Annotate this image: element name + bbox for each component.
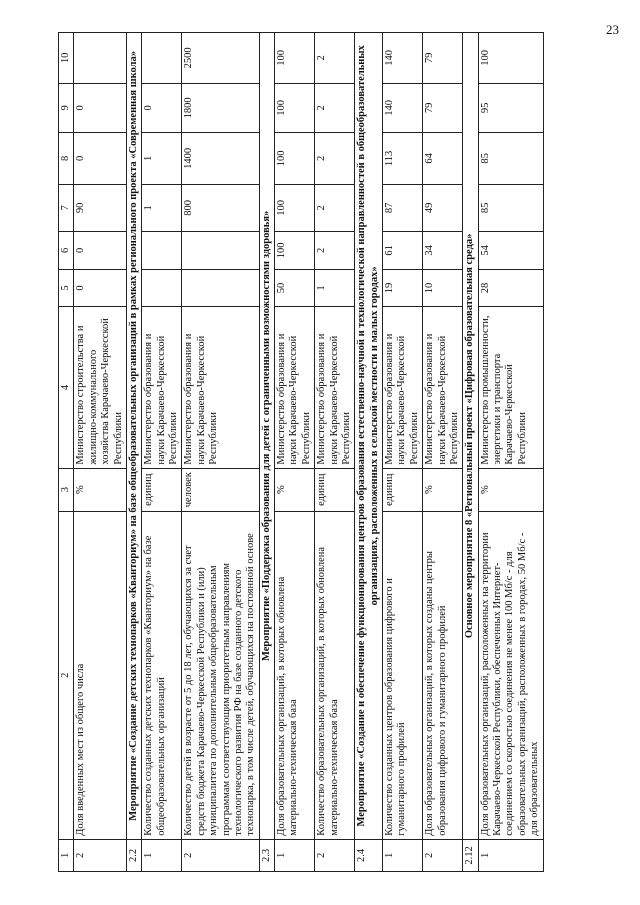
value-cell-v9: 1800 xyxy=(182,83,259,132)
unit-cell: единиц xyxy=(142,468,182,511)
indicator-name: Доля образовательных организаций, в которых обновлена материально-техническая база xyxy=(275,511,315,839)
value-cell-v6: 54 xyxy=(478,232,543,270)
value-cell-v6: 100 xyxy=(275,232,315,270)
unit-cell: % xyxy=(74,468,127,511)
header-cell: 2 xyxy=(59,511,74,839)
header-cell: 8 xyxy=(59,133,74,185)
indicator-name: Количество образовательных организаций, в которых обновлена материально-техническая база xyxy=(315,511,355,839)
section-title: Мероприятие «Создание детских технопарков «Кванториум» на базе общеобразовательных организаций в рамках регионального проекта «Современная школа» xyxy=(126,33,141,840)
value-cell-v9: 100 xyxy=(275,83,315,132)
section-title: Мероприятие «Создание и обеспечение функционирования центров образования естественно-научной и технологической направленностей в общеобразовательных организациях, расположенных в сельской местности и малых городах» xyxy=(355,33,383,840)
value-cell-v6: 61 xyxy=(383,232,423,270)
responsible-org: Министерство промышленности, энергетики и транспорта Карачаево-Черкесской Республики xyxy=(478,307,543,468)
value-cell-v8: 113 xyxy=(383,133,423,185)
header-cell: 5 xyxy=(59,269,74,307)
value-cell-v6: 2 xyxy=(315,232,355,270)
value-cell-v9: 79 xyxy=(423,83,463,132)
unit-cell: единиц xyxy=(383,468,423,511)
table-row xyxy=(423,33,463,872)
value-cell-v7: 90 xyxy=(74,184,127,231)
value-cell-v10: 79 xyxy=(423,33,463,84)
header-row xyxy=(59,33,74,872)
value-cell-v5: 10 xyxy=(423,269,463,307)
row-number: 2 xyxy=(182,839,259,871)
responsible-org: Министерство образования и науки Карачаево-Черкесской Республики xyxy=(383,307,423,468)
row-number: 2 xyxy=(315,839,355,871)
unit-cell: % xyxy=(478,468,543,511)
unit-cell: человек xyxy=(182,468,259,511)
indicator-name: Количество детей в возрасте от 5 до 18 лет, обучающихся за счет средств бюджета Карачаево-Черкесской Республики и (или) муниципалитета по дополнительным общеобразовательным программам соответствующим приоритетным направлениям технологического развития РФ на базе созданного детского технопарка, в том числе детей, обучающихся на постоянной основе xyxy=(182,511,259,839)
row-number: 1 xyxy=(383,839,423,871)
value-cell-v7: 100 xyxy=(275,184,315,231)
indicator-name: Количество созданных центров образования цифрового и гуманитарного профилей xyxy=(383,511,423,839)
value-cell-v5: 50 xyxy=(275,269,315,307)
header-cell: 3 xyxy=(59,468,74,511)
value-cell-v10: 100 xyxy=(275,33,315,84)
value-cell-v5: 1 xyxy=(315,269,355,307)
value-cell-v10: 100 xyxy=(478,33,543,84)
header-cell: 10 xyxy=(59,33,74,84)
section-title: Основное мероприятие 8 «Региональный проект «Цифровая образовательная среда» xyxy=(463,33,478,840)
table-row xyxy=(383,33,423,872)
value-cell-v9: 2 xyxy=(315,83,355,132)
header-cell: 1 xyxy=(59,839,74,871)
value-cell-v5: 19 xyxy=(383,269,423,307)
value-cell-v8: 1400 xyxy=(182,133,259,185)
value-cell-v9: 140 xyxy=(383,83,423,132)
responsible-org: Министерство образования и науки Карачаево-Черкесской Республики xyxy=(423,307,463,468)
section-number: 2.4 xyxy=(355,839,383,871)
row-number: 1 xyxy=(142,839,182,871)
value-cell-v10: 2500 xyxy=(182,33,259,84)
value-cell-v9: 95 xyxy=(478,83,543,132)
value-cell-v8: 85 xyxy=(478,133,543,185)
table-row xyxy=(478,33,543,872)
responsible-org: Министерство образования и науки Карачаево-Черкесской Республики xyxy=(315,307,355,468)
table-row xyxy=(275,33,315,872)
row-number: 2 xyxy=(74,839,127,871)
responsible-org: Министерство образования и науки Карачаево-Черкесской Республики xyxy=(142,307,182,468)
row-number: 1 xyxy=(275,839,315,871)
table-row xyxy=(315,33,355,872)
value-cell-v10: 140 xyxy=(383,33,423,84)
rotated-table-container xyxy=(58,32,608,872)
value-cell-v6 xyxy=(182,232,259,270)
section-number: 2.2 xyxy=(126,839,141,871)
section-row xyxy=(355,33,383,872)
indicators-table xyxy=(58,32,544,872)
section-row xyxy=(463,33,478,872)
value-cell-v8: 64 xyxy=(423,133,463,185)
value-cell-v9: 0 xyxy=(74,83,127,132)
header-cell: 9 xyxy=(59,83,74,132)
value-cell-v6: 0 xyxy=(74,232,127,270)
section-number: 2.3 xyxy=(259,839,274,871)
value-cell-v8: 2 xyxy=(315,133,355,185)
value-cell-v5 xyxy=(142,269,182,307)
section-row xyxy=(126,33,141,872)
value-cell-v5 xyxy=(182,269,259,307)
value-cell-v10 xyxy=(74,33,127,84)
value-cell-v6: 34 xyxy=(423,232,463,270)
unit-cell: единиц xyxy=(315,468,355,511)
value-cell-v5: 0 xyxy=(74,269,127,307)
value-cell-v10 xyxy=(142,33,182,84)
value-cell-v8: 1 xyxy=(142,133,182,185)
value-cell-v10: 2 xyxy=(315,33,355,84)
value-cell-v7: 800 xyxy=(182,184,259,231)
header-cell: 6 xyxy=(59,232,74,270)
section-row xyxy=(259,33,274,872)
value-cell-v8: 0 xyxy=(74,133,127,185)
header-cell: 4 xyxy=(59,307,74,468)
responsible-org: Министерство образования и науки Карачаево-Черкесской Республики xyxy=(275,307,315,468)
indicator-name: Количество созданных детских технопарков «Кванториум» на базе общеобразовательных организаций xyxy=(142,511,182,839)
table-row xyxy=(74,33,127,872)
indicator-name: Доля введенных мест из общего числа xyxy=(74,511,127,839)
value-cell-v6 xyxy=(142,232,182,270)
value-cell-v9: 0 xyxy=(142,83,182,132)
value-cell-v8: 100 xyxy=(275,133,315,185)
table-row xyxy=(142,33,182,872)
value-cell-v7: 2 xyxy=(315,184,355,231)
indicator-name: Доля образовательных организаций, в которых созданы центры образования цифрового и гуманитарного профилей xyxy=(423,511,463,839)
value-cell-v7: 85 xyxy=(478,184,543,231)
value-cell-v5: 28 xyxy=(478,269,543,307)
value-cell-v7: 87 xyxy=(383,184,423,231)
page-number: 23 xyxy=(606,22,619,37)
value-cell-v7: 1 xyxy=(142,184,182,231)
unit-cell: % xyxy=(275,468,315,511)
row-number: 2 xyxy=(423,839,463,871)
responsible-org: Министерство строительства и жилищно-коммунального хозяйства Карачаево-Черкесской Республики xyxy=(74,307,127,468)
responsible-org: Министерство образования и науки Карачаево-Черкесской Республики xyxy=(182,307,259,468)
section-title: Мероприятие «Поддержка образования для детей с ограниченными возможностями здоровья» xyxy=(259,33,274,840)
indicator-name: Доля образовательных организаций, расположенных на территории Карачаево-Черкесской Республики, обеспеченных Интернет-соединением со скоростью соединения не менее 100 Мб/с - для образовательных организаций, расположенных в городах, 50 Мб/с - для образовательных xyxy=(478,511,543,839)
value-cell-v7: 49 xyxy=(423,184,463,231)
section-number: 2.12 xyxy=(463,839,478,871)
table-row xyxy=(182,33,259,872)
row-number: 1 xyxy=(478,839,543,871)
unit-cell: % xyxy=(423,468,463,511)
header-cell: 7 xyxy=(59,184,74,231)
